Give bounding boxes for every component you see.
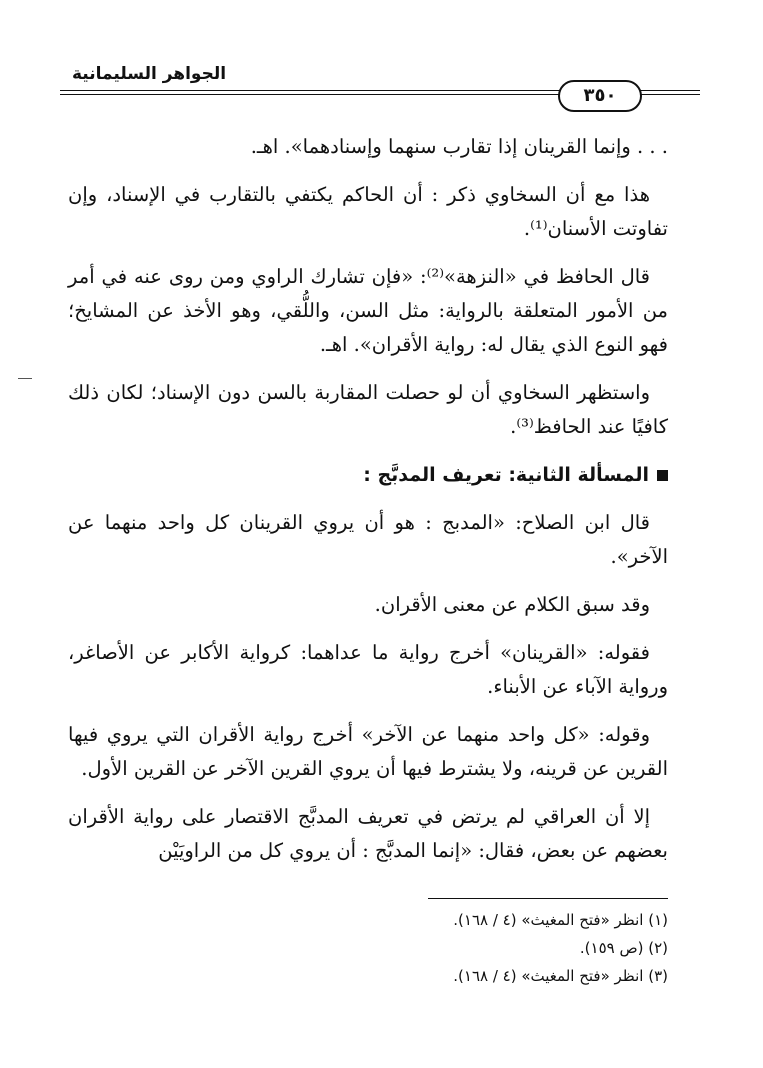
paragraph-1: . . . وإنما القرينان إذا تقارب سنهما وإسنادهما». اهـ. (250, 135, 668, 158)
paragraph-2: هذا مع أن السخاوي ذكر : أن الحاكم يكتفي بالتقارب في الإسناد، وإن تفاوتت الأسنان⁽¹⁾. (68, 183, 668, 240)
square-bullet-icon (657, 470, 668, 481)
paragraph-9: إلا أن العراقي لم يرتض في تعريف المدبَّج الاقتصار على رواية الأقران بعضهم عن بعض، فقال: «إنما المدبَّج : أن يروي كل من الراويَيْن (68, 805, 668, 862)
paragraph-4: واستظهر السخاوي أن لو حصلت المقاربة بالسن دون الإسناد؛ لكان ذلك كافيًا عند الحافظ⁽³⁾. (68, 381, 668, 438)
main-text (68, 130, 668, 882)
running-head-book-title: الجواهر السليمانية (72, 64, 227, 84)
margin-mark (18, 378, 32, 379)
paragraph-7: فقوله: «القرينان» أخرج رواية ما عداهما: كرواية الأكابر عن الأصاغر، ورواية الآباء عن الأبناء. (68, 641, 668, 698)
page-number-badge: ٣٥٠ (558, 80, 642, 112)
footnote-3: (٣) انظر «فتح المغيث» (٤ / ١٦٨). (453, 967, 668, 985)
footnote-1: (١) انظر «فتح المغيث» (٤ / ١٦٨). (453, 911, 668, 929)
footnote-separator (428, 898, 668, 899)
paragraph-8: وقوله: «كل واحد منهما عن الآخر» أخرج رواية الأقران التي يروي فيها القرين عن قرينه، ولا يشترط فيها أن يروي القرين الآخر عن القرين الأول. (68, 723, 668, 780)
paragraph-5: قال ابن الصلاح: «المدبج : هو أن يروي القرينان كل واحد منهما عن الآخر». (68, 511, 668, 568)
paragraph-3: قال الحافظ في «النزهة»⁽²⁾: «فإن تشارك الراوي ومن روى عنه في أمر من الأمور المتعلقة بالرواية: مثل السن، واللُّقي، وهو الأخذ عن المشايخ؛ فهو النوع الذي يقال له: رواية الأقران». اهـ. (68, 265, 668, 356)
section-heading-text: المسألة الثانية: تعريف المدبَّج : (363, 464, 649, 486)
paragraph-6: وقد سبق الكلام عن معنى الأقران. (374, 593, 650, 616)
section-heading (68, 458, 668, 492)
footnote-2: (٢) (ص ١٥٩). (579, 939, 668, 957)
footnotes (260, 906, 668, 990)
